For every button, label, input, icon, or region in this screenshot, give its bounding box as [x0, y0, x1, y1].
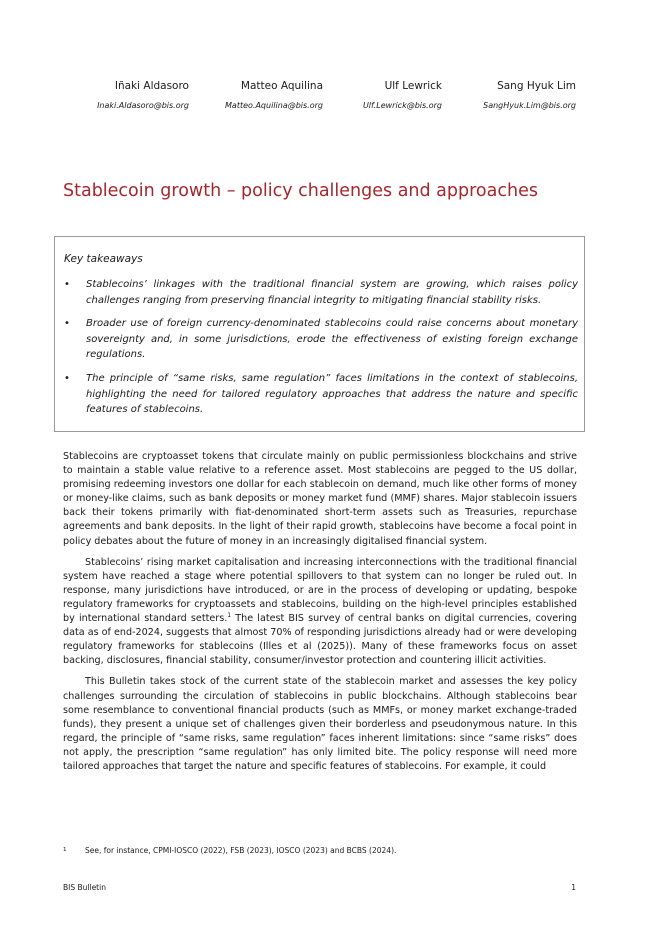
paragraph: Stablecoins are cryptoasset tokens that circulate mainly on public permissionless blockchains and strive to maintain a stable value relative to a reference asset. Most stablecoins are pegged to the US dollar, promising redeeming investors one dollar for each stablecoin on demand, much like other forms of money or money-like claims, such as bank deposits or money market fund (MMF) shares. Major stablecoin issuers back their tokens primarily with fiat-denominated short-term assets such as Treasuries, repurchase agreements and bank deposits. In the light of their rapid growth, stablecoins have become a focal point in policy debates about the future of money in an increasingly digitalised financial system. — [63, 451, 577, 547]
footnote-text: See, for instance, CPMI-IOSCO (2022), FSB (2023), IOSCO (2023) and BCBS (2024). — [85, 846, 397, 855]
author-name: Sang Hyuk Lim — [497, 80, 576, 92]
body-text — [63, 450, 577, 781]
author-email[interactable]: Ulf.Lewrick@bis.org — [362, 101, 442, 110]
key-takeaways-heading: Key takeaways — [64, 253, 143, 265]
author-email[interactable]: Matteo.Aquilina@bis.org — [225, 101, 323, 110]
key-takeaways-list — [64, 277, 578, 426]
takeaway-text: The principle of “same risks, same regulation” faces limitations in the context of stablecoins, highlighting the need for tailored regulatory approaches that address the nature and specific features of stablecoins. — [86, 372, 578, 416]
page-title: Stablecoin growth – policy challenges and approaches — [63, 181, 538, 201]
author-email[interactable]: Inaki.Aldasoro@bis.org — [97, 101, 189, 110]
author-block — [483, 78, 576, 113]
author-name: Matteo Aquilina — [240, 80, 323, 92]
author-block — [363, 78, 442, 113]
author-list — [0, 78, 662, 118]
footer-publication: BIS Bulletin — [63, 883, 106, 892]
takeaway-text: Stablecoins’ linkages with the traditional financial system are growing, which raises policy challenges ranging from preserving financial integrity to mitigating financial stability risks. — [86, 279, 578, 306]
footnote — [63, 845, 577, 856]
author-block — [225, 78, 323, 113]
bullet-icon: • — [64, 318, 70, 330]
takeaway-text: Broader use of foreign currency-denominated stablecoins could raise concerns about monetary sovereignty and, in some jurisdictions, erode the effectiveness of existing foreign exchange regulations. — [86, 318, 578, 361]
list-item — [64, 316, 578, 363]
bullet-icon: • — [64, 279, 70, 290]
paragraph-text: The latest BIS survey of central banks on digital currencies, covering data as of end-2024, suggests that almost 70% of responding jurisdictions already had or were developing regulatory frameworks for stablecoins (Illes et al (2025)). Many of these frameworks focus on asset backing, disclosures, financial stability, consumer/investor protection and countering illicit activities. — [63, 613, 577, 667]
paragraph — [63, 556, 577, 669]
list-item — [64, 371, 578, 418]
list-item — [64, 277, 578, 308]
footnote-reference[interactable]: 1 — [227, 611, 232, 619]
footnote-mark: 1 — [63, 847, 67, 853]
author-email[interactable]: SangHyuk.Lim@bis.org — [483, 101, 576, 110]
author-name: Ulf Lewrick — [384, 80, 442, 92]
author-name: Iñaki Aldasoro — [114, 80, 189, 92]
bullet-icon: • — [64, 372, 70, 384]
paragraph: This Bulletin takes stock of the current state of the stablecoin market and assesses the key policy challenges surrounding the circulation of stablecoins in public blockchains. Although stablecoins bear some resemblance to conventional financial products (such as MMFs, or money market exchange-traded funds), they present a unique set of challenges given their borderless and pseudonymous nature. In this regard, the principle of “same risks, same regulation” faces inherent limitations: since “same risks” does not apply, the prescription “same regulation” has only limited bite. The policy response will need more tailored approaches that target the nature and specific features of stablecoins. For example, it could — [63, 676, 577, 772]
author-block — [97, 78, 189, 113]
page-number: 1 — [571, 883, 576, 892]
key-takeaways-box — [54, 236, 585, 432]
paragraph-text: Stablecoins’ rising market capitalisation and increasing interconnections with the traditional financial system have reached a stage where potential spillovers to that system can no longer be ruled out. In response, many jurisdictions have introduced, or are in the process of developing or updating, bespoke regulatory frameworks for cryptoassets and stablecoins, building on the high-level principles established by international standard setters. — [63, 556, 577, 625]
